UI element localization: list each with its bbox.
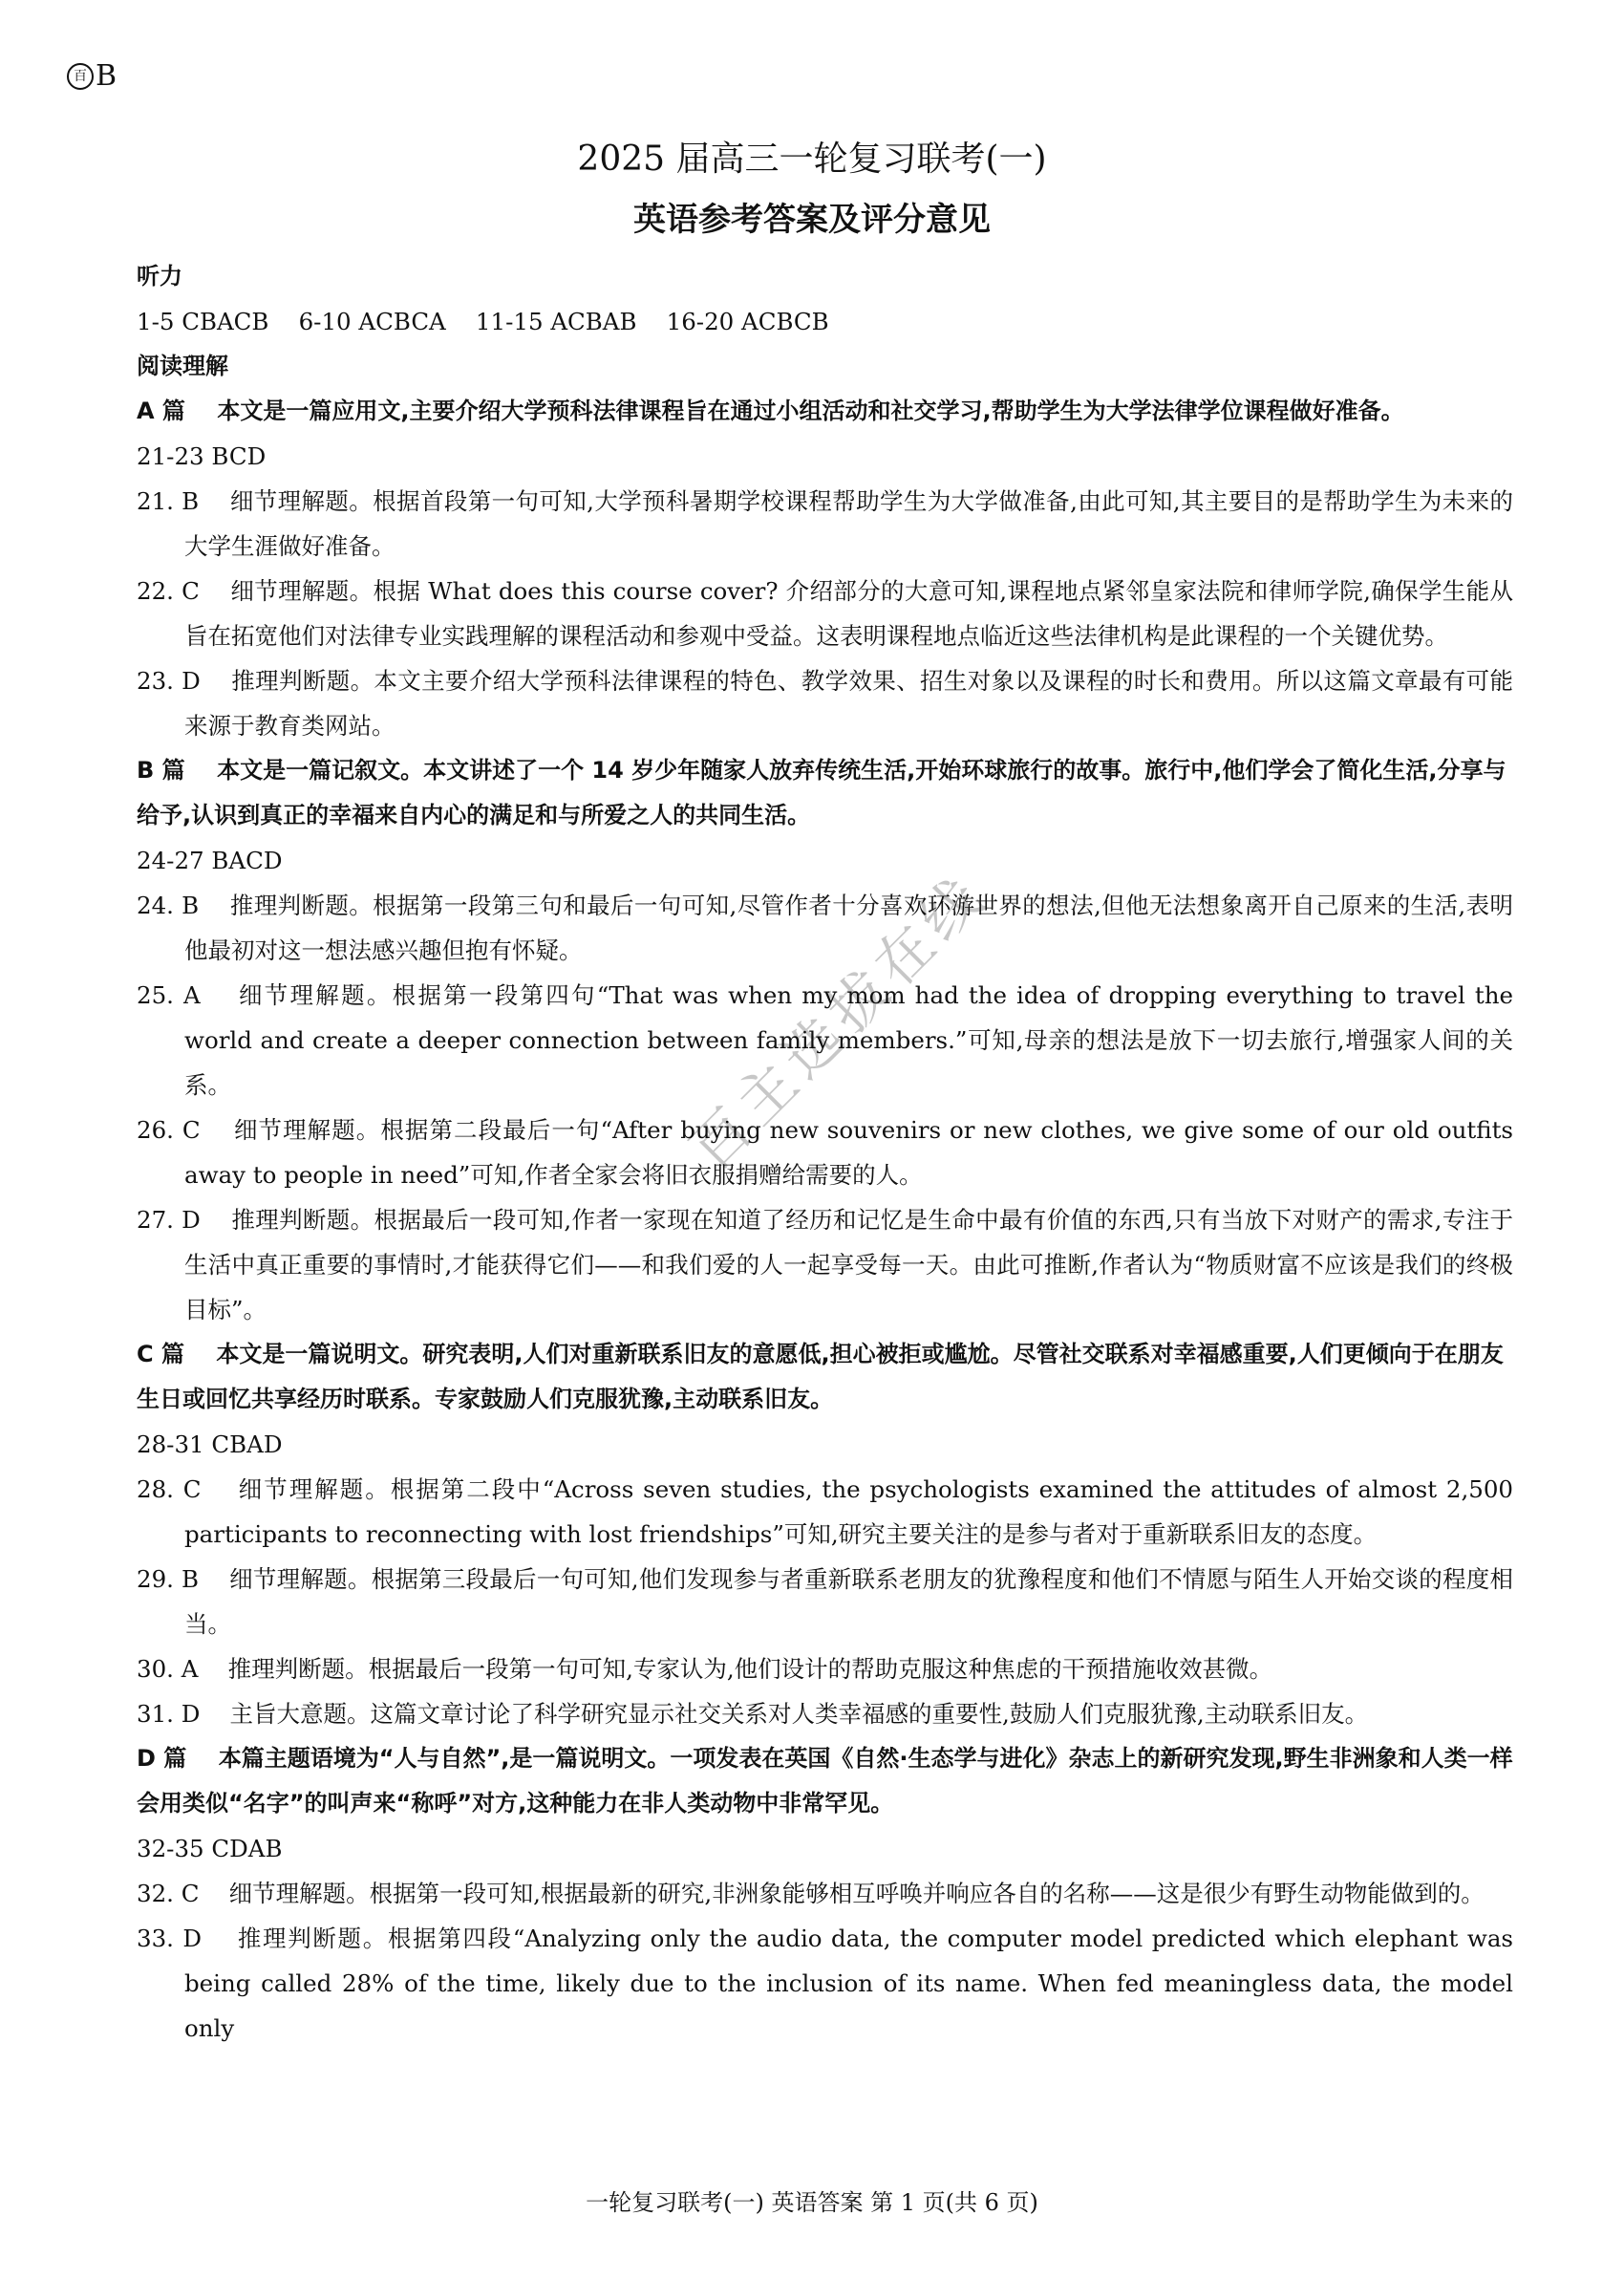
answer-item: 27. D 推理判断题。根据最后一段可知,作者一家现在知道了经历和记忆是生命中最有价值的东西,只有当放下对财产的需求,专注于生活中真正重要的事情时,才能获得它们——和我们爱的人一起享受每一天。由此可推断,作者认为“物质财富不应该是我们的终极目标”。 — [137, 1206, 1513, 1323]
passage-intro: A 篇 本文是一篇应用文,主要介绍大学预科法律课程旨在通过小组活动和社交学习,帮助学生为大学法律学位课程做好准备。 — [137, 398, 1404, 424]
reading-heading: 阅读理解 — [137, 353, 228, 379]
passage-intro: D 篇 本篇主题语境为“人与自然”,是一篇说明文。一项发表在英国《自然·生态学与进化》杂志上的新研究发现,野生非洲象和人类一样会用类似“名字”的叫声来“称呼”对方,这种能力在非人类动物中非常罕见。 — [137, 1745, 1513, 1817]
answer-item: 26. C 细节理解题。根据第二段最后一句“After buying new souvenirs or new clothes, we give some of our old outfits away to people in need”可知,作者全家会将旧衣服捐赠给需要的人。 — [137, 1116, 1521, 1189]
passage-answers: 32-35 CDAB — [137, 1835, 283, 1862]
passage-answers: 28-31 CBAD — [137, 1430, 283, 1458]
page-footer: 一轮复习联考(一) 英语答案 第 1 页(共 6 页) — [586, 2189, 1038, 2216]
passage-d — [137, 1736, 1521, 2051]
passage-answers: 24-27 BACD — [137, 847, 283, 874]
listening-heading: 听力 — [137, 263, 182, 290]
answer-item: 32. C 细节理解题。根据第一段可知,根据最新的研究,非洲象能够相互呼唤并响应各自的名称——这是很少有野生动物能做到的。 — [137, 1880, 1485, 1907]
passage-intro: B 篇 本文是一篇记叙文。本文讲述了一个 14 岁少年随家人放弃传统生活,开始环球旅行的故事。旅行中,他们学会了简化生活,分享与给予,认识到真正的幸福来自内心的满足和与所爱之人的共同生活。 — [137, 757, 1506, 828]
passage-c — [137, 1332, 1521, 1736]
answer-item: 33. D 推理判断题。根据第四段“Analyzing only the audio data, the computer model predicted which elephant was being called 28% of the time, likely due to the inclusion of its name. When fed meaningless data, the model only — [137, 1925, 1521, 2042]
document-title: 2025 届高三一轮复习联考(一) — [577, 140, 1047, 179]
answer-item: 24. B 推理判断题。根据第一段第三句和最后一句可知,尽管作者十分喜欢环游世界的想法,但他无法想象离开自己原来的生活,表明他最初对这一想法感兴趣但抱有怀疑。 — [137, 892, 1513, 964]
answer-item: 30. A 推理判断题。根据最后一段第一句可知,专家认为,他们设计的帮助克服这种焦虑的干预措施收效甚微。 — [137, 1655, 1273, 1683]
paper-code-circle: 百 — [67, 63, 94, 90]
listening-answers: 1-5 CBACB 6-10 ACBCA 11-15 ACBAB 16-20 ACBCB — [137, 308, 829, 335]
answer-content — [137, 254, 1521, 2051]
paper-code-letter: B — [96, 59, 118, 93]
passage-a — [137, 389, 1513, 748]
paper-code-mark — [67, 59, 117, 93]
answer-item: 23. D 推理判断题。本文主要介绍大学预科法律课程的特色、教学效果、招生对象以及课程的时长和费用。所以这篇文章最有可能来源于教育类网站。 — [137, 667, 1513, 740]
answer-item: 22. C 细节理解题。根据 What does this course cover? 介绍部分的大意可知,课程地点紧邻皇家法院和律师学院,确保学生能从旨在拓宽他们对法律专业实践理解的课程活动和参观中受益。这表明课程地点临近这些法律机构是此课程的一个关键优势。 — [137, 577, 1513, 650]
answer-item: 28. C 细节理解题。根据第二段中“Across seven studies, the psychologists examined the attitudes of almost 2,500 participants to reconnecting with lost friendships”可知,研究主要关注的是参与者对于重新联系旧友的态度。 — [137, 1475, 1521, 1548]
document-subtitle: 英语参考答案及评分意见 — [633, 201, 991, 239]
passage-intro: C 篇 本文是一篇说明文。研究表明,人们对重新联系旧友的意愿低,担心被拒或尴尬。尽管社交联系对幸福感重要,人们更倾向于在朋友生日或回忆共享经历时联系。专家鼓励人们克服犹豫,主动联系旧友。 — [137, 1341, 1504, 1412]
watermark: 百主选拔在线 — [677, 860, 1001, 1184]
answer-item: 21. B 细节理解题。根据首段第一句可知,大学预科暑期学校课程帮助学生为大学做准备,由此可知,其主要目的是帮助学生为未来的大学生涯做好准备。 — [137, 487, 1513, 560]
passage-answers: 21-23 BCD — [137, 442, 267, 470]
answer-item: 29. B 细节理解题。根据第三段最后一句可知,他们发现参与者重新联系老朋友的犹豫程度和他们不情愿与陌生人开始交谈的程度相当。 — [137, 1565, 1513, 1638]
answer-item: 25. A 细节理解题。根据第一段第四句“That was when my mom had the idea of dropping everything to travel the world and create a deeper connection between family members.”可知,母亲的想法是放下一切去旅行,增强家人间的关系。 — [137, 981, 1521, 1099]
answer-item: 31. D 主旨大意题。这篇文章讨论了科学研究显示社交关系对人类幸福感的重要性,鼓励人们克服犹豫,主动联系旧友。 — [137, 1700, 1369, 1728]
